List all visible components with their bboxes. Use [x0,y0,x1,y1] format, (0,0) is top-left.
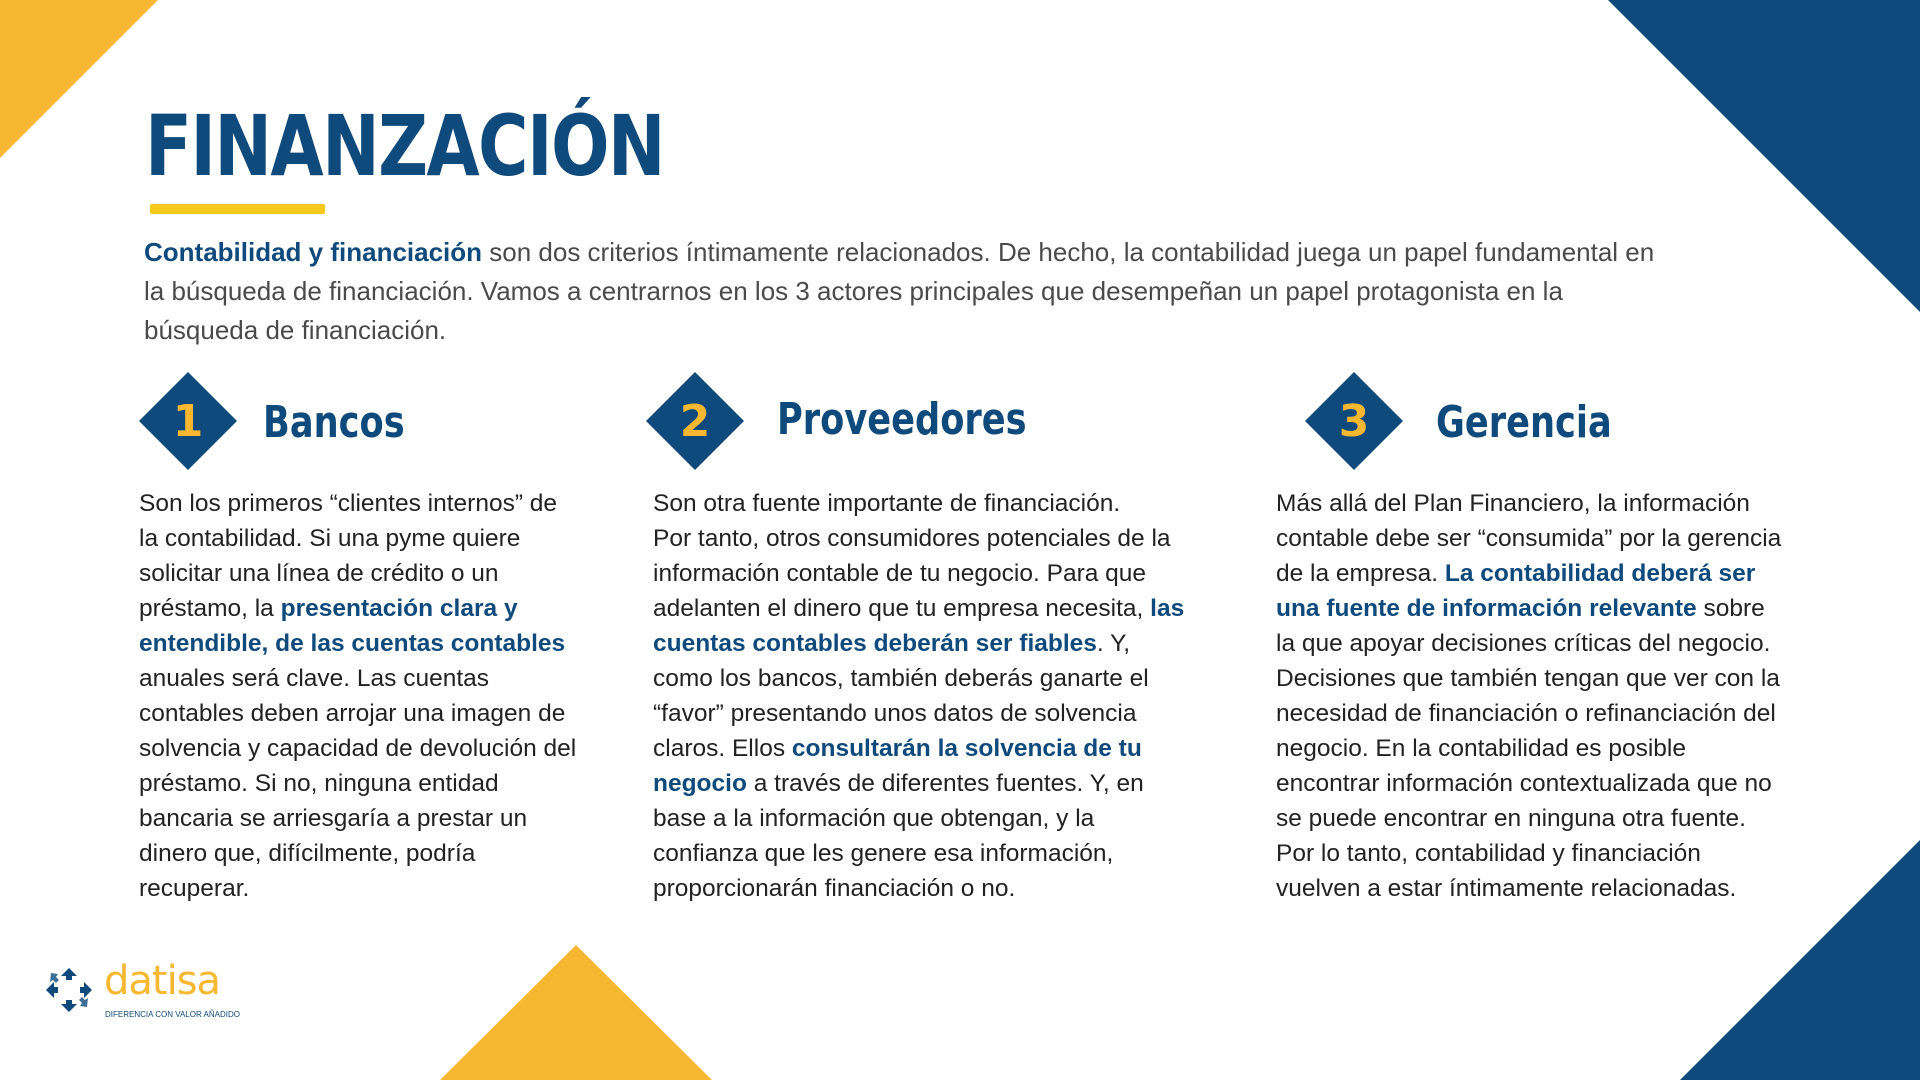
highlight-text: una fuente de información relevante [1276,595,1697,622]
body-text: negocio. En la contabilidad es posible [1276,735,1686,762]
text-line [653,591,1233,626]
number-badge-3 [1305,372,1403,470]
highlight-text: cuentas contables deberán ser fiables [653,630,1097,657]
body-text: como los bancos, también deberás ganarte el [653,665,1149,692]
text-line [139,486,609,521]
body-text: claros. Ellos [653,735,792,762]
highlight-text: consultarán la solvencia de tu [791,735,1142,762]
body-text: contable debe ser “consumida” por la gerencia [1276,525,1782,552]
text-line [1276,591,1836,626]
body-text: Más allá del Plan Financiero, la información [1276,490,1750,517]
body-text: a través de diferentes fuentes. Y, en [746,770,1144,797]
body-text: la que apoyar decisiones críticas del negocio. [1276,630,1771,657]
body-text: dinero que, difícilmente, podría [139,840,476,867]
intro-text: son dos criterios íntimamente relacionados. De hecho, la contabilidad juega un papel fundamental en la búsqueda de financiación. Vamos a centrarnos en los 3 actores principales que desempeñan un papel protagonista en la búsqueda de financiación. [144,237,1655,345]
text-line [139,696,609,731]
highlight-text: entendible, de las cuentas contables [139,630,566,657]
body-text: proporcionarán financiación o no. [653,875,1016,902]
text-line [1276,766,1836,801]
text-line [1276,801,1836,836]
text-line [139,626,609,661]
text-line [653,486,1233,521]
body-text: sobre [1696,595,1765,622]
text-line [653,556,1233,591]
text-line [1276,836,1836,871]
text-line [139,731,609,766]
body-text: contables deben arrojar una imagen de [139,700,566,727]
number-badge-2 [646,372,744,470]
text-line [653,626,1233,661]
body-text: recuperar. [139,875,250,902]
highlight-text: presentación clara y [280,595,518,622]
body-text: confianza que les genere esa información, [653,840,1114,867]
text-line [139,556,609,591]
body-text: de la empresa. [1276,560,1445,587]
highlight-text: negocio [653,770,747,797]
title-underline [150,204,325,214]
text-line [139,766,609,801]
text-line [139,801,609,836]
top-left-yellow-triangle [0,0,160,160]
intro-paragraph [144,233,1664,350]
text-line [653,731,1233,766]
column-text-gerencia [1276,486,1836,906]
page-title: FINANZACIÓN [145,97,664,195]
body-text: préstamo. Si no, ninguna entidad [139,770,499,797]
body-text: préstamo, la [139,595,281,622]
bottom-center-yellow-triangle [440,945,712,1080]
text-line [653,871,1233,906]
text-line [1276,626,1836,661]
text-line [653,521,1233,556]
body-text: la contabilidad. Si una pyme quiere [139,525,521,552]
text-line [139,836,609,871]
intro-highlight: Contabilidad y financiación [144,237,483,267]
text-line [1276,486,1836,521]
column-title-bancos: Bancos [263,397,405,448]
datisa-logo [44,958,240,1019]
body-text: “favor” presentando unos datos de solvencia [653,700,1137,727]
badge-number: 1 [172,395,204,447]
text-line [1276,661,1836,696]
text-line [1276,521,1836,556]
text-line [139,871,609,906]
body-text: se puede encontrar en ninguna otra fuente. [1276,805,1746,832]
column-title-proveedores: Proveedores [777,394,1027,445]
badge-number: 3 [1338,395,1370,447]
body-text: información contable de tu negocio. Para que [653,560,1147,587]
text-line [653,801,1233,836]
body-text: encontrar información contextualizada que no [1276,770,1772,797]
logo-arrows-icon [44,966,94,1014]
text-line [653,766,1233,801]
body-text: Por lo tanto, contabilidad y financiación [1276,840,1701,867]
highlight-text: las [1150,595,1185,622]
body-text: necesidad de financiación o refinanciación del [1276,700,1776,727]
body-text: anuales será clave. Las cuentas [139,665,490,692]
logo-name: datisa [104,958,221,1004]
body-text: Decisiones que también tengan que ver con la [1276,665,1780,692]
column-text-proveedores [653,486,1233,906]
column-title-gerencia: Gerencia [1436,397,1612,448]
body-text: vuelven a estar íntimamente relacionadas. [1276,875,1737,902]
number-badge-1 [139,372,237,470]
body-text: base a la información que obtengan, y la [653,805,1095,832]
body-text: solicitar una línea de crédito o un [139,560,499,587]
text-line [1276,871,1836,906]
body-text: . Y, [1096,630,1131,657]
text-line [1276,696,1836,731]
body-text: bancaria se arriesgaría a prestar un [139,805,528,832]
body-text: Son los primeros “clientes internos” de [139,490,558,517]
badge-number: 2 [679,395,711,447]
body-text: Son otra fuente importante de financiación. [653,490,1121,517]
text-line [139,591,609,626]
column-text-bancos [139,486,609,906]
text-line [653,836,1233,871]
body-text: solvencia y capacidad de devolución del [139,735,577,762]
text-line [653,696,1233,731]
text-line [139,521,609,556]
logo-tagline: DIFERENCIA CON VALOR AÑADIDO [105,1010,240,1019]
text-line [1276,556,1836,591]
body-text: adelanten el dinero que tu empresa necesita, [653,595,1151,622]
highlight-text: La contabilidad deberá ser [1444,560,1756,587]
body-text: Por tanto, otros consumidores potenciales de la [653,525,1171,552]
text-line [1276,731,1836,766]
text-line [139,661,609,696]
text-line [653,661,1233,696]
